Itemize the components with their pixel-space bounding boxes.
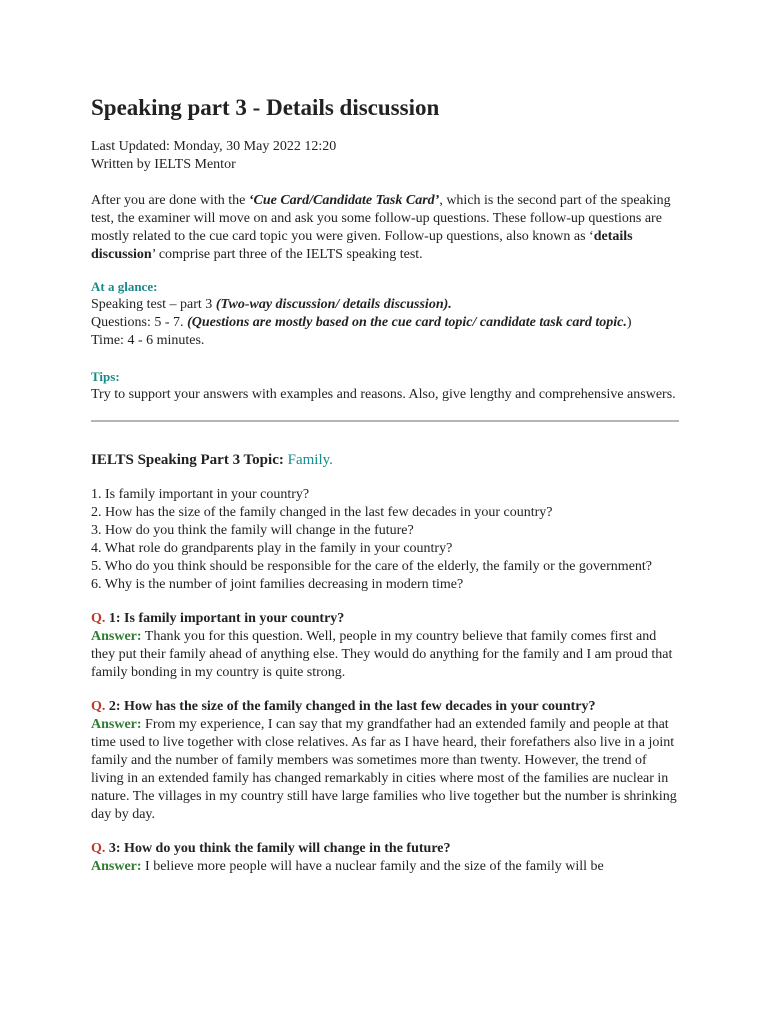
glance-line-1	[91, 296, 681, 314]
glance-line-2-text: Questions: 5 - 7.	[91, 315, 188, 330]
at-a-glance-label: At a glance:	[91, 279, 158, 294]
glance-line-1-text: Speaking test – part 3	[91, 297, 216, 312]
intro-text-2: , which is the second part of the speaking test, the examiner will move on and ask you some follow-up questions. These follow-up questions are mostly related to the cue card topic you were given. Follow-up questions, also known as ‘	[91, 193, 671, 244]
tips-text: Try to support your answers with examples and reasons. Also, give lengthy and comprehensive answers.	[91, 387, 676, 402]
tips-section	[91, 368, 681, 404]
answer-body: I believe more people will have a nuclear family and the size of the family will be	[141, 859, 604, 874]
document-page	[91, 94, 681, 876]
intro-paragraph	[91, 192, 681, 264]
answer-text	[91, 716, 681, 824]
question-list	[91, 486, 681, 594]
page-title: Speaking part 3 - Details discussion	[91, 95, 440, 120]
qa-block-3	[91, 840, 681, 876]
question-label: Q.	[91, 841, 106, 856]
question-label: Q.	[91, 611, 106, 626]
question-line	[91, 610, 681, 628]
qa-block-1	[91, 610, 681, 682]
answer-body: Thank you for this question. Well, people in my country believe that family comes first and they put their family ahead of anything else. They would do anything for the family and I am proud that family bonding in my country is quite strong.	[91, 629, 673, 680]
glance-line-2-emphasis: (Questions are mostly based on the cue card topic/ candidate task card topic.	[187, 315, 627, 330]
list-item: 3. How do you think the family will change in the future?	[91, 523, 414, 538]
list-item: 6. Why is the number of joint families decreasing in modern time?	[91, 577, 464, 592]
last-updated: Last Updated: Monday, 30 May 2022 12:20	[91, 139, 337, 154]
question-line	[91, 840, 681, 858]
author-line: Written by IELTS Mentor	[91, 157, 236, 172]
answer-label: Answer:	[91, 859, 142, 874]
topic-name: Family.	[287, 452, 333, 468]
question-text: 1: Is family important in your country?	[105, 611, 345, 626]
qa-block-2	[91, 698, 681, 824]
answer-label: Answer:	[91, 717, 142, 732]
topic-heading	[91, 450, 681, 470]
list-item: 4. What role do grandparents play in the family in your country?	[91, 541, 453, 556]
details-discussion-term: details discussion	[91, 229, 633, 262]
section-divider	[91, 420, 679, 422]
cue-card-term: ‘Cue Card/Candidate Task Card’	[248, 193, 440, 208]
question-text: 2: How has the size of the family changed in the last few decades in your country?	[105, 699, 596, 714]
at-a-glance-section	[91, 278, 681, 350]
glance-line-2-close: )	[626, 315, 632, 330]
answer-label: Answer:	[91, 629, 142, 644]
topic-prefix: IELTS Speaking Part 3 Topic:	[91, 452, 288, 468]
question-text: 3: How do you think the family will change in the future?	[105, 841, 451, 856]
tips-label: Tips:	[91, 369, 120, 384]
intro-text-3: ’ comprise part three of the IELTS speaking test.	[151, 247, 423, 262]
answer-body: From my experience, I can say that my grandfather had an extended family and people at that time used to live together with close relatives. As far as I have heard, their forefathers also live in a joint family and the number of family members was sometimes more than twenty. However, the trend of living in an extended family has changed remarkably in cities where most of the families are nuclear in nature. The villages in my country still have large families who live together but the number is shrinking day by day.	[91, 717, 677, 822]
intro-text-1: After you are done with the	[91, 193, 249, 208]
glance-line-3: Time: 4 - 6 minutes.	[91, 333, 205, 348]
list-item: 2. How has the size of the family changed in the last few decades in your country?	[91, 505, 553, 520]
list-item: 5. Who do you think should be responsible for the care of the elderly, the family or the government?	[91, 559, 653, 574]
answer-text	[91, 628, 681, 682]
question-label: Q.	[91, 699, 106, 714]
list-item: 1. Is family important in your country?	[91, 487, 310, 502]
glance-line-1-emphasis: (Two-way discussion/ details discussion).	[215, 297, 452, 312]
answer-text	[91, 858, 681, 876]
article-meta	[91, 138, 681, 174]
glance-line-2	[91, 314, 681, 332]
question-line	[91, 698, 681, 716]
